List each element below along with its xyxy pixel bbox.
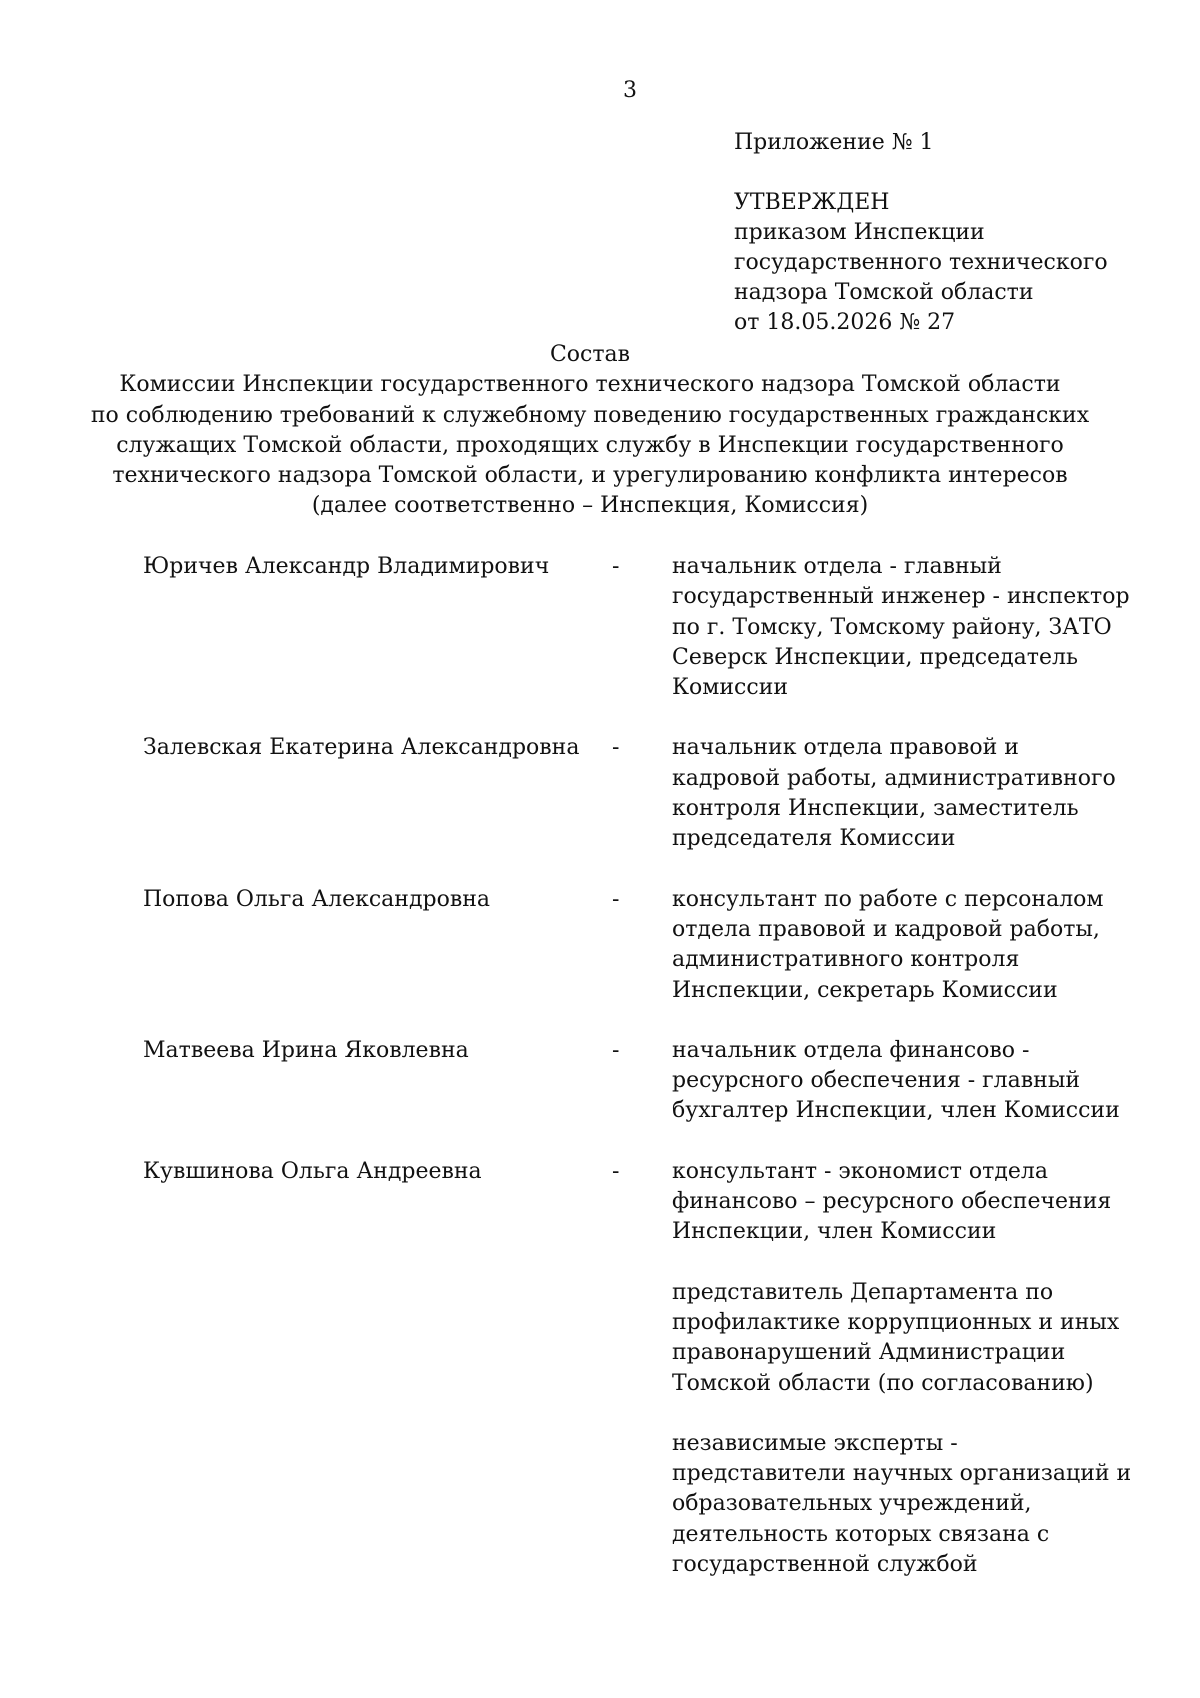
title-line: технического надзора Томской области, и урегулированию конфликта интересов [112, 463, 1068, 489]
member-row [0, 733, 1200, 854]
member-role-line: правонарушений Администрации [672, 1340, 1066, 1366]
member-role-line: государственный инженер - инспектор [672, 584, 1130, 610]
member-role-line: контроля Инспекции, заместитель [672, 796, 1079, 822]
page-number: 3 [623, 78, 637, 103]
member-name: Попова Ольга Александровна [143, 886, 491, 912]
member-dash: - [612, 554, 620, 579]
member-role-line: председателя Комиссии [672, 826, 956, 852]
title-heading: Состав [549, 342, 631, 367]
member-row [0, 1036, 1200, 1127]
members-list [0, 552, 1200, 1610]
member-role-line: государственной службой [672, 1552, 978, 1578]
approval-stamp-block [734, 188, 1108, 338]
member-name: Юричев Александр Владимирович [143, 554, 550, 579]
document-title [90, 340, 1090, 522]
member-role-line: финансово – ресурсного обеспечения [672, 1189, 1112, 1215]
member-role [672, 1429, 1132, 1580]
approved-line: приказом Инспекции [734, 220, 985, 245]
member-dash: - [612, 1158, 620, 1184]
member-name: Кувшинова Ольга Андреевна [143, 1158, 482, 1184]
member-role [672, 885, 1112, 1006]
member-role-line: консультант - экономист отдела [672, 1158, 1048, 1184]
member-role-line: представители научных организаций и [672, 1461, 1132, 1487]
member-role-line: представитель Департамента по [672, 1279, 1054, 1305]
approved-heading: УТВЕРЖДЕН [734, 190, 890, 215]
member-row [0, 885, 1200, 1006]
member-role-line: образовательных учреждений, [672, 1491, 1032, 1517]
member-role-line: независимые эксперты - [672, 1430, 958, 1456]
member-role-line: начальник отдела финансово - [672, 1037, 1030, 1063]
approved-line: государственного технического [734, 250, 1108, 275]
appendix-label: Приложение № 1 [734, 130, 934, 155]
member-row [0, 1429, 1200, 1580]
member-role-line: Комиссии [672, 675, 789, 701]
title-line: (далее соответственно – Инспекция, Комиссия) [311, 493, 869, 519]
member-role-line: административного контроля [672, 947, 1020, 973]
member-role-line: Инспекции, член Комиссии [672, 1219, 997, 1245]
member-role [672, 1157, 1112, 1248]
member-role-line: деятельность которых связана с [672, 1521, 1050, 1547]
member-row [0, 552, 1200, 703]
member-name: Залевская Екатерина Александровна [143, 735, 580, 761]
member-dash: - [612, 886, 620, 912]
member-role [672, 1036, 1120, 1127]
member-dash: - [612, 1037, 620, 1063]
member-role-line: Северск Инспекции, председатель [672, 644, 1078, 670]
member-role [672, 552, 1130, 703]
member-role-line: по г. Томску, Томскому району, ЗАТО [672, 614, 1112, 640]
member-name: Матвеева Ирина Яковлевна [143, 1037, 469, 1063]
member-role-line: бухгалтер Инспекции, член Комиссии [672, 1098, 1120, 1124]
member-role [672, 1278, 1120, 1399]
approved-line: от 18.05.2026 № 27 [734, 310, 956, 335]
member-role-line: консультант по работе с персоналом [672, 886, 1104, 912]
member-role-line: ресурсного обеспечения - главный [672, 1068, 1080, 1094]
member-role-line: профилактике коррупционных и иных [672, 1309, 1120, 1335]
member-role-line: кадровой работы, административного [672, 765, 1116, 791]
member-role-line: начальник отдела правовой и [672, 735, 1019, 761]
member-role-line: начальник отдела - главный [672, 554, 1002, 579]
member-role [672, 733, 1116, 854]
member-role-line: Томской области (по согласованию) [672, 1370, 1094, 1396]
member-dash: - [612, 735, 620, 761]
member-row [0, 1278, 1200, 1399]
title-line: Комиссии Инспекции государственного технического надзора Томской области [119, 372, 1061, 398]
title-line: по соблюдению требований к служебному поведению государственных гражданских [90, 402, 1090, 428]
member-row [0, 1157, 1200, 1248]
title-line: служащих Томской области, проходящих службу в Инспекции государственного [116, 432, 1064, 458]
member-role-line: отдела правовой и кадровой работы, [672, 916, 1100, 942]
approved-line: надзора Томской области [734, 280, 1034, 305]
member-role-line: Инспекции, секретарь Комиссии [672, 977, 1058, 1003]
